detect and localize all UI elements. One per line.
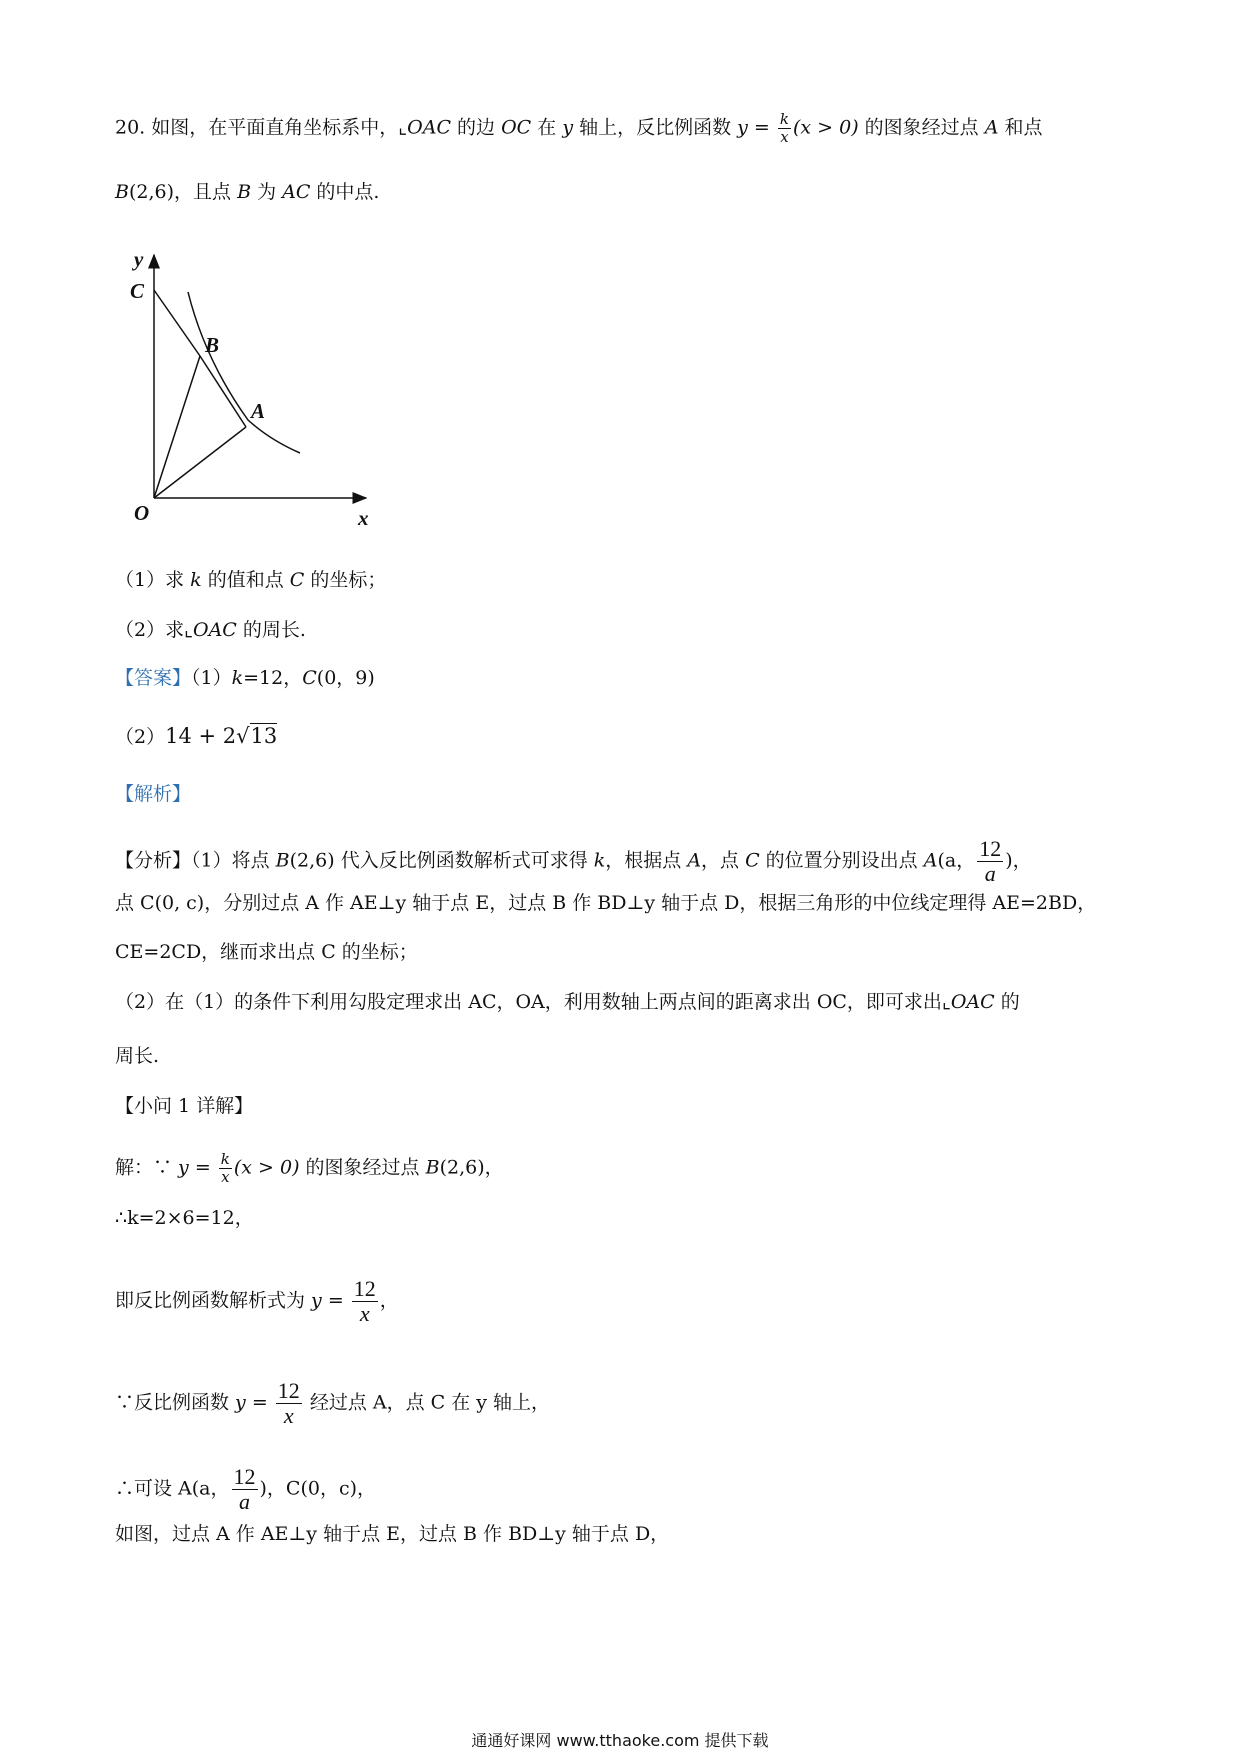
coordinate-figure: [110, 240, 380, 530]
answer-label: 【答案】: [115, 667, 192, 689]
text: （1）求: [115, 569, 191, 591]
text: 在: [531, 116, 563, 139]
triangle-symbol: ⌞: [941, 991, 951, 1013]
numerator: 12: [353, 1276, 376, 1301]
segment-ob: [154, 356, 200, 498]
answer-line-1: [115, 666, 375, 690]
analysis-para-4: [115, 990, 1020, 1014]
text: ，: [379, 1289, 399, 1312]
denominator: x: [221, 1168, 230, 1186]
math: (2,6): [289, 849, 335, 872]
detail-step-2: ∴k=2×6=12，: [115, 1207, 254, 1229]
math: C: [745, 849, 760, 872]
problem-line-1: [115, 112, 1043, 145]
detail-step-6: 如图，过点 A 作 AE⊥y 轴于点 E，过点 B 作 BD⊥y 轴于点 D，: [115, 1523, 670, 1545]
math: B: [275, 849, 290, 872]
text: （2）在（1）的条件下利用勾股定理求出 AC，OA，利用数轴上两点间的距离求出 OC，即可求出: [115, 991, 942, 1013]
problem-line-2: [115, 180, 379, 204]
text: 的值和点: [201, 569, 290, 591]
math: B: [237, 181, 252, 203]
text: （2）求: [115, 619, 185, 641]
fraction: [778, 112, 791, 145]
math: OAC: [407, 116, 452, 139]
math: C: [302, 667, 317, 689]
label-y: y: [134, 247, 144, 271]
math: =: [321, 1289, 350, 1312]
question-1: [115, 568, 386, 592]
math: OAC: [950, 991, 995, 1013]
math: OC: [501, 116, 532, 139]
text: ∵反比例函数: [115, 1391, 236, 1414]
text: 轴上，反比例函数: [573, 116, 738, 139]
math: y: [562, 116, 574, 139]
math: k: [231, 667, 244, 689]
text: 【分析】（1）将点: [115, 849, 276, 872]
label-c: C: [130, 279, 145, 303]
fraction: [977, 838, 1003, 885]
label-a: A: [251, 399, 266, 423]
analysis-para-5: 周长.: [115, 1045, 160, 1067]
numerator: 12: [233, 1464, 256, 1489]
sqrt-radicand: 13: [250, 724, 278, 748]
math: y: [737, 116, 748, 139]
math: 14 + 2: [165, 724, 237, 748]
text: 的图象经过点: [858, 116, 985, 139]
math: =: [747, 116, 776, 139]
analysis-label: 【解析】: [115, 783, 192, 805]
text: 的位置分别设出点: [759, 849, 924, 872]
fraction: [219, 1152, 232, 1185]
math: y: [311, 1289, 322, 1312]
math: (x > 0): [792, 116, 859, 139]
analysis-para-3: CE=2CD，继而求出点 C 的坐标；: [115, 941, 418, 963]
numerator: 12: [979, 836, 1002, 861]
detail-step-3: [115, 1278, 399, 1325]
detail-label: 【小问 1 详解】: [115, 1095, 254, 1117]
math: =: [188, 1156, 217, 1179]
footer-watermark: 通通好课网 www.tthaoke.com 提供下载: [471, 1731, 769, 1750]
math: =: [245, 1391, 274, 1414]
segment-ba: [200, 356, 246, 427]
text: (0，9): [316, 667, 375, 689]
triangle-symbol: ⌞: [398, 116, 408, 139]
detail-step-4: [115, 1380, 550, 1427]
triangle-symbol: ⌞: [184, 619, 193, 641]
text: 即反比例函数解析式为: [115, 1289, 312, 1312]
text: 和点: [998, 116, 1043, 139]
math: C: [289, 569, 305, 591]
math: (2,6): [439, 1156, 485, 1179]
denominator: x: [359, 1301, 370, 1326]
denominator: x: [780, 128, 789, 146]
text: 经过点 A，点 C 在 y 轴上，: [303, 1391, 551, 1414]
text: 的图象经过点: [299, 1156, 426, 1179]
text: （1）: [191, 667, 232, 689]
numerator: k: [220, 1150, 230, 1168]
text: =12，: [243, 667, 303, 689]
math: (a，: [937, 849, 976, 872]
math: AC: [282, 181, 311, 203]
label-o: O: [134, 501, 150, 525]
math: B: [425, 1156, 440, 1179]
math: A: [984, 116, 999, 139]
math: A: [923, 849, 938, 872]
numerator: 12: [277, 1378, 300, 1403]
label-b: B: [205, 333, 220, 357]
segment-oa: [154, 427, 246, 498]
denominator: x: [283, 1403, 294, 1428]
math: B: [115, 181, 129, 203]
numerator: k: [779, 110, 789, 128]
question-2: [115, 618, 306, 642]
text: 的中点.: [310, 181, 380, 203]
segment-cb: [154, 290, 200, 356]
text: （2）: [115, 726, 166, 748]
text: 解：∵: [115, 1156, 179, 1179]
detail-step-1: [115, 1152, 504, 1185]
answer-line-2: （2）14 + 2√13: [115, 724, 278, 748]
text: 的周长.: [236, 619, 306, 641]
math: (x > 0): [233, 1156, 300, 1179]
text: ，根据点: [605, 849, 688, 872]
fraction: [276, 1380, 302, 1427]
math: y: [235, 1391, 246, 1414]
text: 代入反比例函数解析式可求得: [334, 849, 594, 872]
text: )，: [1005, 849, 1032, 872]
text: ，: [484, 1156, 504, 1179]
math: (2,6): [128, 181, 175, 203]
denominator: a: [984, 861, 996, 886]
text: ，且点: [174, 181, 238, 203]
text: 的坐标；: [304, 569, 387, 591]
math: y: [178, 1156, 189, 1179]
text: 20. 如图，在平面直角坐标系中，: [115, 116, 399, 139]
math: k: [593, 849, 606, 872]
label-x: x: [358, 506, 369, 530]
denominator: a: [239, 1489, 251, 1514]
math: k: [190, 569, 202, 591]
math: A: [687, 849, 702, 872]
analysis-para-2: 点 C(0, c)，分别过点 A 作 AE⊥y 轴于点 E，过点 B 作 BD⊥y 轴于点 D，根据三角形的中位线定理得 AE=2BD，: [115, 892, 1097, 914]
math: OAC: [193, 619, 237, 641]
text: 的边: [451, 116, 502, 139]
text: ∴可设 A(a，: [115, 1477, 230, 1500]
analysis-para-1: [115, 838, 1032, 885]
fraction: [232, 1466, 258, 1513]
text: )，C(0，c)，: [259, 1477, 377, 1500]
detail-step-5: [115, 1466, 376, 1513]
text: 的: [994, 991, 1020, 1013]
text: ，点: [701, 849, 746, 872]
fraction: [352, 1278, 378, 1325]
text: 为: [251, 181, 283, 203]
